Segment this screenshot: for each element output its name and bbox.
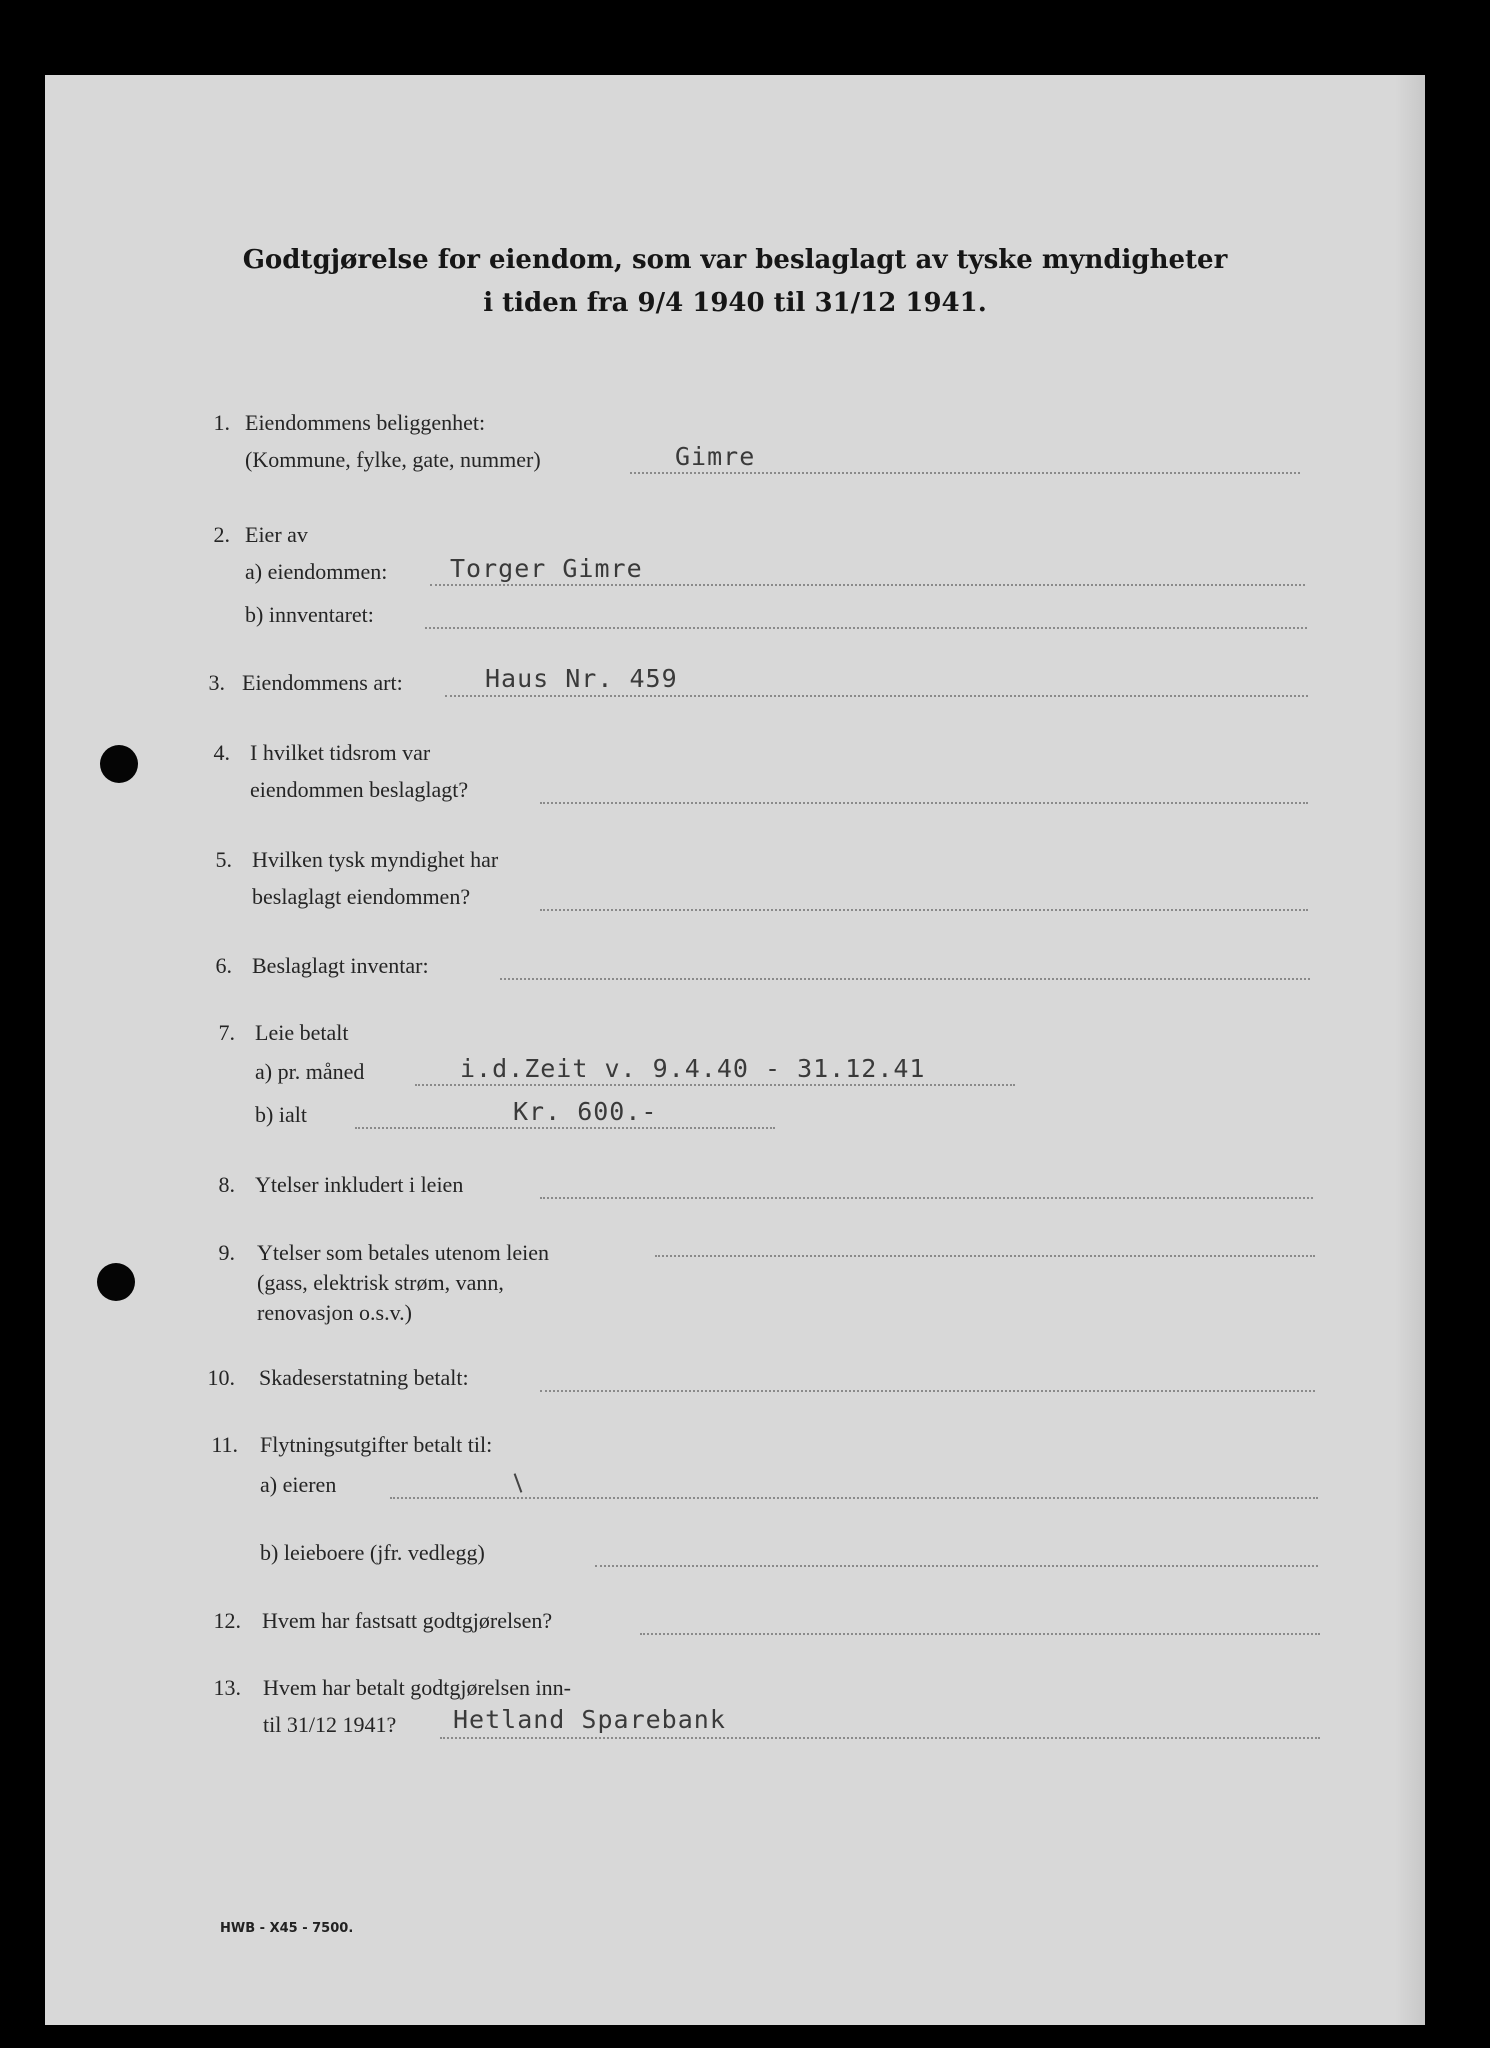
item-6-number: 6. [215,953,232,978]
form-title-line2: i tiden fra 9/4 1940 til 31/12 1941. [483,288,987,318]
item-4-label: I hvilket tidsrom var [250,740,431,765]
item-7b-answer-line [355,1127,775,1129]
item-1-number: 1. [213,410,230,435]
item-7b-label: b) ialt [255,1102,307,1127]
item-2-number: 2. [213,522,230,547]
item-5-answer-line [540,909,1308,911]
item-11b-label: b) leieboere (jfr. vedlegg) [260,1540,485,1565]
item-12-answer-line [640,1633,1320,1635]
punch-hole-bottom [97,1263,135,1301]
item-9-answer-line [655,1255,1315,1257]
item-7a-answer-line [415,1084,1015,1086]
item-2b-answer-line [425,627,1307,629]
item-1-answer-line [630,472,1300,474]
item-2a-answer-line [430,584,1305,586]
item-9-number: 9. [218,1240,235,1265]
item-5-sublabel: beslaglagt eiendommen? [252,884,471,909]
item-10-number: 10. [207,1365,235,1390]
punch-hole-top [100,745,138,783]
print-code-footer: HWB - X45 - 7500. [220,1921,354,1936]
item-3-label: Eiendommens art: [242,670,403,695]
item-8-answer-line [540,1197,1313,1199]
item-5-number: 5. [215,847,232,872]
pen-mark [514,1473,523,1492]
item-7b-answer: Kr. 600.- [513,1097,658,1126]
item-13-answer: Hetland Sparebank [453,1705,726,1734]
item-9-sublabel-1: (gass, elektrisk strøm, vann, [257,1270,504,1295]
item-3-number: 3. [208,670,225,695]
item-7-label: Leie betalt [255,1020,349,1045]
item-7a-label: a) pr. måned [255,1059,365,1084]
item-3-answer-line [445,695,1308,697]
item-11a-answer-line [390,1497,1318,1499]
item-13-sublabel: til 31/12 1941? [263,1712,397,1737]
item-1-sublabel: (Kommune, fylke, gate, nummer) [245,447,541,472]
form-title-line1: Godtgjørelse for eiendom, som var beslaglagt av tyske myndigheter [242,245,1228,275]
item-7a-answer: i.d.Zeit v. 9.4.40 - 31.12.41 [460,1054,926,1083]
item-2a-answer: Torger Gimre [450,554,643,583]
item-4-answer-line [540,802,1308,804]
item-11a-label: a) eieren [260,1472,337,1497]
item-5-label: Hvilken tysk myndighet har [252,847,499,872]
form-page [45,75,1425,2025]
item-1-label: Eiendommens beliggenhet: [245,410,486,435]
item-2b-label: b) innventaret: [245,602,374,627]
item-1-answer: Gimre [675,442,756,471]
item-2a-label: a) eiendommen: [245,559,388,584]
item-11-number: 11. [211,1432,238,1457]
item-9-label: Ytelser som betales utenom leien [257,1240,550,1265]
item-3-answer: Haus Nr. 459 [485,664,678,693]
item-12-number: 12. [213,1608,241,1633]
item-13-label: Hvem har betalt godtgjørelsen inn- [263,1675,571,1700]
item-11b-answer-line [595,1565,1318,1567]
item-6-answer-line [500,978,1310,980]
item-8-number: 8. [218,1172,235,1197]
item-10-answer-line [540,1390,1315,1392]
item-10-label: Skadeserstatning betalt: [259,1365,469,1390]
item-12-label: Hvem har fastsatt godtgjørelsen? [262,1608,553,1633]
item-6-label: Beslaglagt inventar: [252,953,429,978]
item-8-label: Ytelser inkludert i leien [255,1172,464,1197]
item-13-answer-line [440,1737,1320,1739]
item-13-number: 13. [213,1675,241,1700]
item-4-number: 4. [213,740,230,765]
item-4-sublabel: eiendommen beslaglagt? [250,777,469,802]
item-11-label: Flytningsutgifter betalt til: [260,1432,493,1457]
item-2-label: Eier av [245,522,308,547]
item-9-sublabel-2: renovasjon o.s.v.) [257,1300,412,1325]
item-7-number: 7. [218,1020,235,1045]
